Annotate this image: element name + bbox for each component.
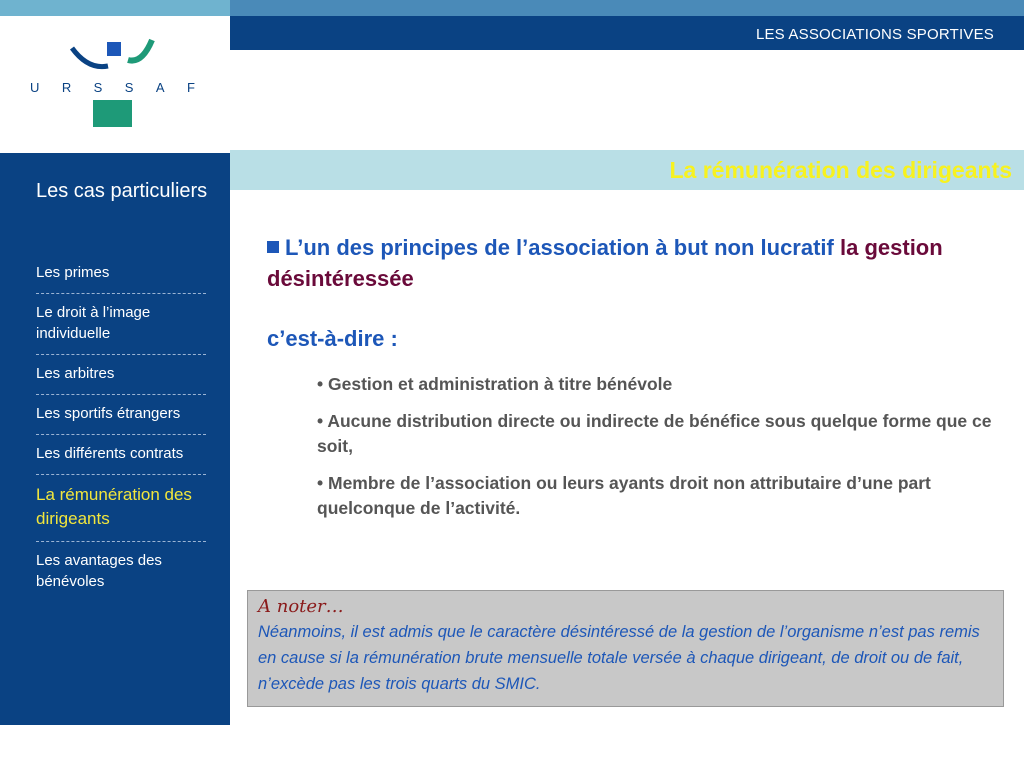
sidebar-item-primes[interactable]: Les primes <box>36 253 206 294</box>
sidebar-item-avantages-benevoles[interactable]: Les avantages des bénévoles <box>36 552 162 590</box>
bullet-list <box>317 372 1017 521</box>
logo-letter: S <box>124 80 134 95</box>
lead-highlight: la gestion désintéressée <box>267 235 943 291</box>
square-bullet-icon <box>267 241 279 253</box>
sidebar-item-differents-contrats[interactable]: Les différents contrats <box>36 435 206 475</box>
sidebar-title: Les cas particuliers <box>36 180 208 202</box>
lead-statement <box>267 232 1007 294</box>
urssaf-logo <box>30 36 200 131</box>
note-body: Néanmoins, il est admis que le caractère désintéressé de la gestion de l’organisme n’est pas remis en cause si la rémunération brute mensuelle totale versée à chaque dirigeant, de droit ou de fait, n’excède pas les trois quarts du SMIC. <box>258 623 980 693</box>
lead-text: L’un des principes de l’association à but non lucratif <box>285 235 834 260</box>
note-box <box>247 590 1004 707</box>
slide-content <box>267 232 1007 533</box>
header-bar <box>230 16 1024 50</box>
logo-letter: F <box>186 80 195 95</box>
bullet-item: • Gestion et administration à titre bénévole <box>317 374 673 394</box>
urssaf-logo-letters <box>30 80 195 95</box>
bullet-item: • Aucune distribution directe ou indirecte de bénéfice sous quelque forme que ce soit, <box>317 411 992 456</box>
logo-letter: R <box>61 80 72 95</box>
top-stripe-right <box>230 0 1024 16</box>
sidebar-item-remuneration-dirigeants[interactable]: La rémunération des dirigeants <box>36 475 206 542</box>
sidebar-nav <box>36 253 206 602</box>
logo-letter: A <box>155 80 165 95</box>
logo-letter: U <box>30 80 40 95</box>
sidebar-item-arbitres[interactable]: Les arbitres <box>36 355 206 395</box>
sidebar <box>0 153 230 725</box>
slide-title: La rémunération des dirigeants <box>669 157 1012 183</box>
slide-title-band <box>230 150 1024 190</box>
cest-a-dire-label: c’est-à-dire : <box>267 326 398 351</box>
logo-letter: S <box>93 80 103 95</box>
sidebar-item-droit-image[interactable]: Le droit à l’image individuelle <box>36 294 206 355</box>
top-stripe-left <box>0 0 230 16</box>
header-title: LES ASSOCIATIONS SPORTIVES <box>755 26 994 43</box>
note-title: A noter… <box>258 596 344 617</box>
sidebar-item-sportifs-etrangers[interactable]: Les sportifs étrangers <box>36 395 206 435</box>
bullet-item: • Membre de l’association ou leurs ayants droit non attributaire d’une part quelconque de l’activité. <box>317 473 931 518</box>
